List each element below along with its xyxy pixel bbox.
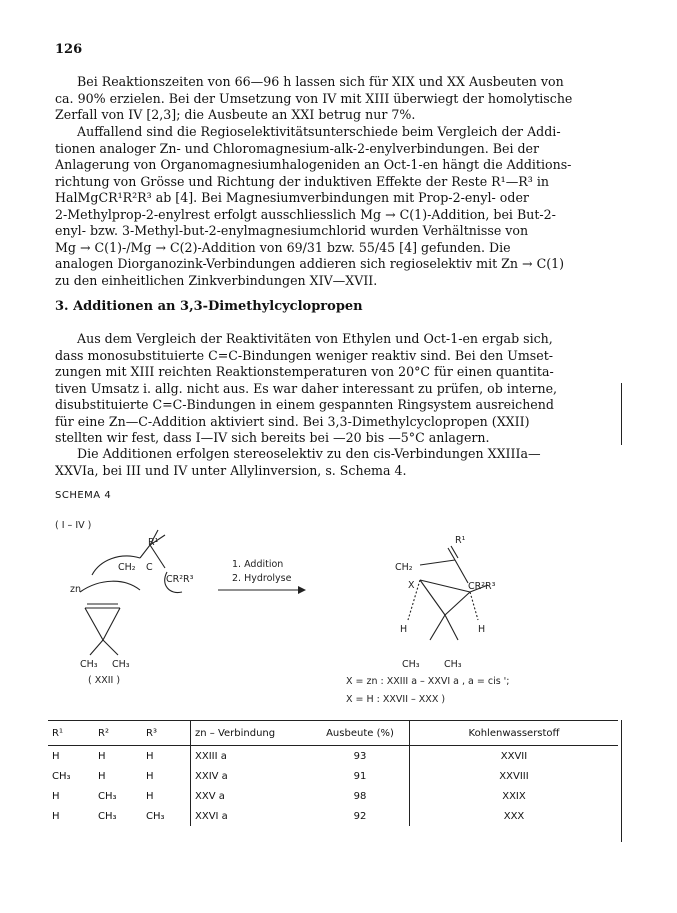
table-header-row <box>48 721 618 746</box>
text-line: 2-Methylprop-2-enylrest erfolgt ausschliesslich Mg → C(1)-Addition, bei But-2- <box>55 206 556 222</box>
column-header: R² <box>98 727 109 739</box>
table-cell: XXX <box>410 806 619 826</box>
text-line: Auffallend sind die Regioselektivitätsunterschiede beim Vergleich der Addi- <box>77 124 561 139</box>
table-cell: CH₃ <box>146 810 165 822</box>
table-cell: H <box>146 790 154 802</box>
text-line: für eine Zn—C-Addition aktiviert sind. Bei 3,3-Dimethylcyclopropen (XXII) <box>55 413 530 429</box>
text-line: Mg → C(1)-/Mg → C(2)-Addition von 69/31 bzw. 55/45 [4] gefunden. Die <box>55 239 511 255</box>
column-header: R³ <box>146 727 157 739</box>
table-cell: XXVII <box>410 746 619 767</box>
text-line: zu den einheitlichen Zinkverbindungen XIV—XVII. <box>55 272 378 288</box>
table-cell: XXIX <box>410 786 619 806</box>
text-line: Zerfall von IV [2,3]; die Ausbeute an XXI betrug nur 7%. <box>55 107 416 122</box>
section-heading: 3. Additionen an 3,3-Dimethylcyclopropen <box>55 299 363 314</box>
column-header: R¹ <box>52 727 63 739</box>
cr2r3-label: CR²R³ <box>166 574 194 585</box>
step-1-label: 1. Addition <box>232 559 284 570</box>
product-x-label: X <box>408 580 415 591</box>
table-row <box>48 766 618 786</box>
table-cell: XXVIII <box>410 766 619 786</box>
text-line: zungen mit XIII reichten Reaktionstemperaturen von 20°C für einen quantita- <box>55 364 554 379</box>
table-cell: H <box>146 770 154 782</box>
c-label: C <box>146 562 153 573</box>
zn-label: zn <box>70 584 82 595</box>
r1-label: R¹ <box>148 537 159 548</box>
text-line: stellten wir fest, dass I—IV sich bereits bei —20 bis —5°C anlagern. <box>55 430 490 445</box>
product-h-label: H <box>400 624 408 635</box>
step-2-label: 2. Hydrolyse <box>232 573 292 584</box>
table-row <box>48 786 618 806</box>
table-cell: 98 <box>353 790 367 802</box>
ch3-label: CH₃ <box>80 659 98 670</box>
table-cell: H <box>52 750 60 762</box>
table-cell: CH₃ <box>98 790 117 802</box>
results-table <box>48 720 618 826</box>
complex-arc <box>80 581 140 592</box>
table-cell: XXVI a <box>191 806 312 826</box>
product-ch3-label: CH₃ <box>402 659 420 670</box>
text-line: tiven Umsatz i. allg. nicht aus. Es war daher interessant zu prüfen, ob interne, <box>55 380 558 396</box>
table-cell: CH₃ <box>52 770 71 782</box>
compound-xxii-label: ( XXII ) <box>88 675 121 686</box>
product-ch3-label: CH₃ <box>444 659 462 670</box>
text-line: ca. 90% erzielen. Bei der Umsetzung von IV mit XIII überwiegt der homolytische <box>55 90 573 106</box>
margin-rule <box>621 720 622 842</box>
text-line: HalMgCR¹R²R³ ab [4]. Bei Magnesiumverbindungen mit Prop-2-enyl- oder <box>55 190 529 205</box>
text-line: Die Additionen erfolgen stereoselektiv zu den cis-Verbindungen XXIIIa— <box>77 446 541 461</box>
text-line: Aus dem Vergleich der Reaktivitäten von Ethylen und Oct-1-en ergab sich, <box>77 331 553 346</box>
text-line: XXVIa, bei III und IV unter Allylinversion, s. Schema 4. <box>55 462 407 478</box>
page-number: 126 <box>55 42 83 57</box>
product-ch2-label: CH₂ <box>395 562 413 573</box>
text-line: Bei Reaktionszeiten von 66—96 h lassen sich für XIX und XX Ausbeuten von <box>77 74 564 89</box>
table-cell: XXIII a <box>191 746 312 767</box>
table-cell: H <box>146 750 154 762</box>
reactant-label: ( I – IV ) <box>55 520 92 531</box>
text-line: analogen Diorganozink-Verbindungen addieren sich regioselektiv mit Zn → C(1) <box>55 256 565 271</box>
column-header: Ausbeute (%) <box>326 727 394 739</box>
product-r1-label: R¹ <box>455 535 466 546</box>
table-cell: XXIV a <box>191 766 312 786</box>
text-line: disubstituierte C=C-Bindungen in einem gespannten Ringsystem ausreichend <box>55 397 554 412</box>
x-definition-1: X = zn : XXIII a – XXVI a , a = cis '; <box>346 676 510 687</box>
table-cell: XXV a <box>191 786 312 806</box>
table-cell: H <box>52 810 60 822</box>
table-row <box>48 746 618 767</box>
product-cr2r3-label: CR²R³ <box>468 581 496 592</box>
text-line: dass monosubstituierte C=C-Bindungen weniger reaktiv sind. Bei den Umset- <box>55 347 554 363</box>
column-header: zn – Verbindung <box>191 721 312 746</box>
text-line: tionen analoger Zn- und Chloromagnesium-alk-2-enylverbindungen. Bei der <box>55 140 540 156</box>
table-cell: 93 <box>353 750 367 762</box>
ch3-label: CH₃ <box>112 659 130 670</box>
product-h-label: H <box>478 624 486 635</box>
schema-label: SCHEMA 4 <box>55 490 112 501</box>
column-header: Kohlenwasserstoff <box>410 721 619 746</box>
text-line: enyl- bzw. 3-Methyl-but-2-enylmagnesiumchlorid wurden Verhältnisse von <box>55 223 529 238</box>
ch2-label: CH₂ <box>118 562 136 573</box>
table-cell: H <box>98 750 106 762</box>
table-cell: H <box>98 770 106 782</box>
table-row <box>48 806 618 826</box>
text-line: richtung von Grösse und Richtung der induktiven Effekte der Reste R¹—R³ in <box>55 173 549 189</box>
table-cell: CH₃ <box>98 810 117 822</box>
table-cell: 92 <box>353 810 367 822</box>
x-definition-2: X = H : XXVII – XXX ) <box>346 694 446 705</box>
table-cell: 91 <box>353 770 367 782</box>
table-cell: H <box>52 790 60 802</box>
text-line: Anlagerung von Organomagnesiumhalogeniden an Oct-1-en hängt die Additions- <box>55 157 572 172</box>
